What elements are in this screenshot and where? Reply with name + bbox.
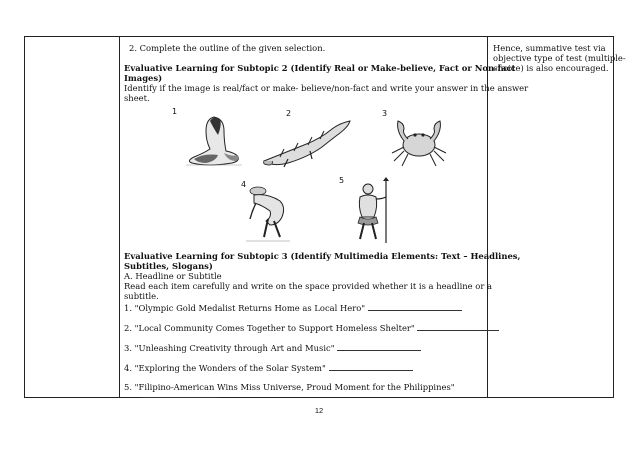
subtopic2-instruction: Identify if the image is real/fact or make- believe/non-fact and write your answer in the answer: [124, 83, 529, 93]
page-number: 12: [314, 406, 324, 415]
subtopic2-heading: Evaluative Learning for Subtopic 2 (Identify Real or Make-believe, Fact or Non-fact: [124, 63, 516, 73]
subtopic3-heading-cont: Subtitles, Slogans): [124, 261, 213, 271]
subtopic3-part-a: A. Headline or Subtitle: [124, 271, 222, 281]
image-number-2: 2: [286, 109, 292, 118]
image-number-5: 5: [339, 176, 345, 185]
answer-blank-5[interactable]: [141, 389, 219, 398]
image-number-1: 1: [172, 107, 178, 116]
subtopic2-instruction-cont: sheet.: [124, 93, 150, 103]
answer-blank-4[interactable]: [329, 362, 413, 371]
warrior-with-spear-image: [346, 177, 398, 245]
crocodile-image: [260, 117, 356, 169]
lesson-table: [24, 36, 626, 398]
item2-instruction: 2. Complete the outline of the given selection.: [129, 43, 326, 53]
subtopic2-heading-cont: Images): [124, 73, 163, 83]
activity-column-cell: [120, 37, 529, 397]
remarks-line-2: objective type of test (multiple-: [493, 53, 626, 63]
item-2: 2. "Local Community Comes Together to Support Homeless Shelter": [124, 322, 499, 334]
subtopic3-heading: Evaluative Learning for Subtopic 3 (Identify Multimedia Elements: Text – Headlines,: [124, 251, 521, 261]
subtopic3-instruction-cont: subtitle.: [124, 291, 159, 301]
subtopic3-instruction: Read each item carefully and write on the space provided whether it is a headline or a: [124, 281, 492, 291]
remarks-column-cell: [488, 37, 626, 397]
left-column-cell: [25, 37, 120, 397]
item-3: 3. "Unleashing Creativity through Art and Music": [124, 342, 421, 354]
item-5: 5. "Filipino-American Wins Miss Universe, Proud Moment for the Philippines": [124, 382, 455, 392]
farmer-planting-image: [244, 181, 292, 243]
item-4: 4. "Exploring the Wonders of the Solar System": [124, 362, 413, 374]
remarks-line-1: Hence, summative test via: [493, 43, 606, 53]
image-number-4: 4: [241, 180, 247, 189]
mermaid-image: [180, 111, 252, 169]
crab-image: [386, 113, 452, 169]
remarks-line-3: choice) is also encouraged.: [493, 63, 609, 73]
answer-blank-1[interactable]: [368, 302, 462, 311]
answer-blank-3[interactable]: [337, 342, 421, 351]
item-1: 1. "Olympic Gold Medalist Returns Home as Local Hero": [124, 302, 462, 314]
image-number-3: 3: [382, 109, 388, 118]
